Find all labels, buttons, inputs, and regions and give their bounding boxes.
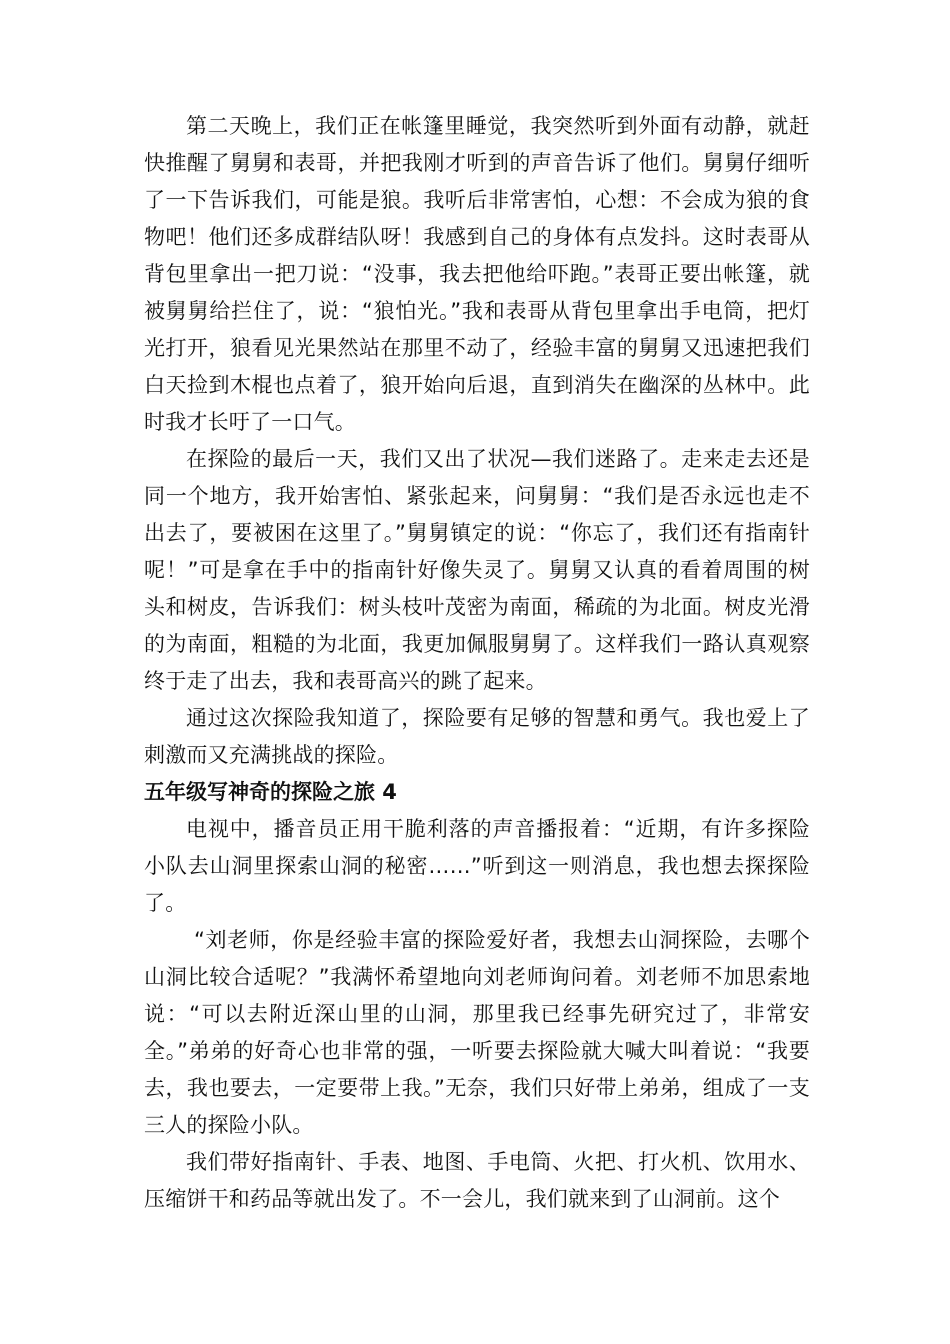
paragraph-teacher-dialog: “刘老师，你是经验丰富的探险爱好者，我想去山洞探险，去哪个山洞比较合适呢？”我满怀希望地向刘老师询问着。刘老师不加思索地说：“可以去附近深山里的山洞，那里我已经事先研究过了，非常安全。”弟弟的好奇心也非常的强，一听要去探险就大喊大叫着说：“我要去，我也要去，一定要带上我。”无奈，我们只好带上弟弟，组成了一支三人的探险小队。: [144, 928, 810, 1137]
paragraph-tv-news: 电视中，播音员正用干脆利落的声音播报着：“近期，有许多探险小队去山洞里探索山洞的秘密……”听到这一则消息，我也想去探探险了。: [144, 817, 810, 915]
paragraph-conclusion: 通过这次探险我知道了，探险要有足够的智慧和勇气。我也爱上了刺激而又充满挑战的探险。: [144, 706, 810, 767]
paragraph-departure: 我们带好指南针、手表、地图、手电筒、火把、打火机、饮用水、压缩饼干和药品等就出发了。不一会儿，我们就来到了山洞前。这个: [144, 1150, 810, 1211]
section-heading: 五年级写神奇的探险之旅 4: [144, 780, 397, 804]
document-page: [144, 108, 810, 1218]
paragraph-wolf-night: 第二天晚上，我们正在帐篷里睡觉，我突然听到外面有动静，就赶快推醒了舅舅和表哥，并把我刚才听到的声音告诉了他们。舅舅仔细听了一下告诉我们，可能是狼。我听后非常害怕，心想：不会成为狼的食物吧！他们还多成群结队呀！我感到自己的身体有点发抖。这时表哥从背包里拿出一把刀说：“没事，我去把他给吓跑。”表哥正要出帐篷，就被舅舅给拦住了，说：“狼怕光。”我和表哥从背包里拿出手电筒，把灯光打开，狼看见光果然站在那里不动了，经验丰富的舅舅又迅速把我们白天捡到木棍也点着了，狼开始向后退，直到消失在幽深的丛林中。此时我才长吁了一口气。: [144, 114, 810, 434]
paragraph-lost-day: 在探险的最后一天，我们又出了状况—我们迷路了。走来走去还是同一个地方，我开始害怕、紧张起来，问舅舅：“我们是否永远也走不出去了，要被困在这里了。”舅舅镇定的说：“你忘了，我们还有指南针呢！”可是拿在手中的指南针好像失灵了。舅舅又认真的看着周围的树头和树皮，告诉我们：树头枝叶茂密为南面，稀疏的为北面。树皮光滑的为南面，粗糙的为北面，我更加佩服舅舅了。这样我们一路认真观察终于走了出去，我和表哥高兴的跳了起来。: [144, 447, 810, 693]
